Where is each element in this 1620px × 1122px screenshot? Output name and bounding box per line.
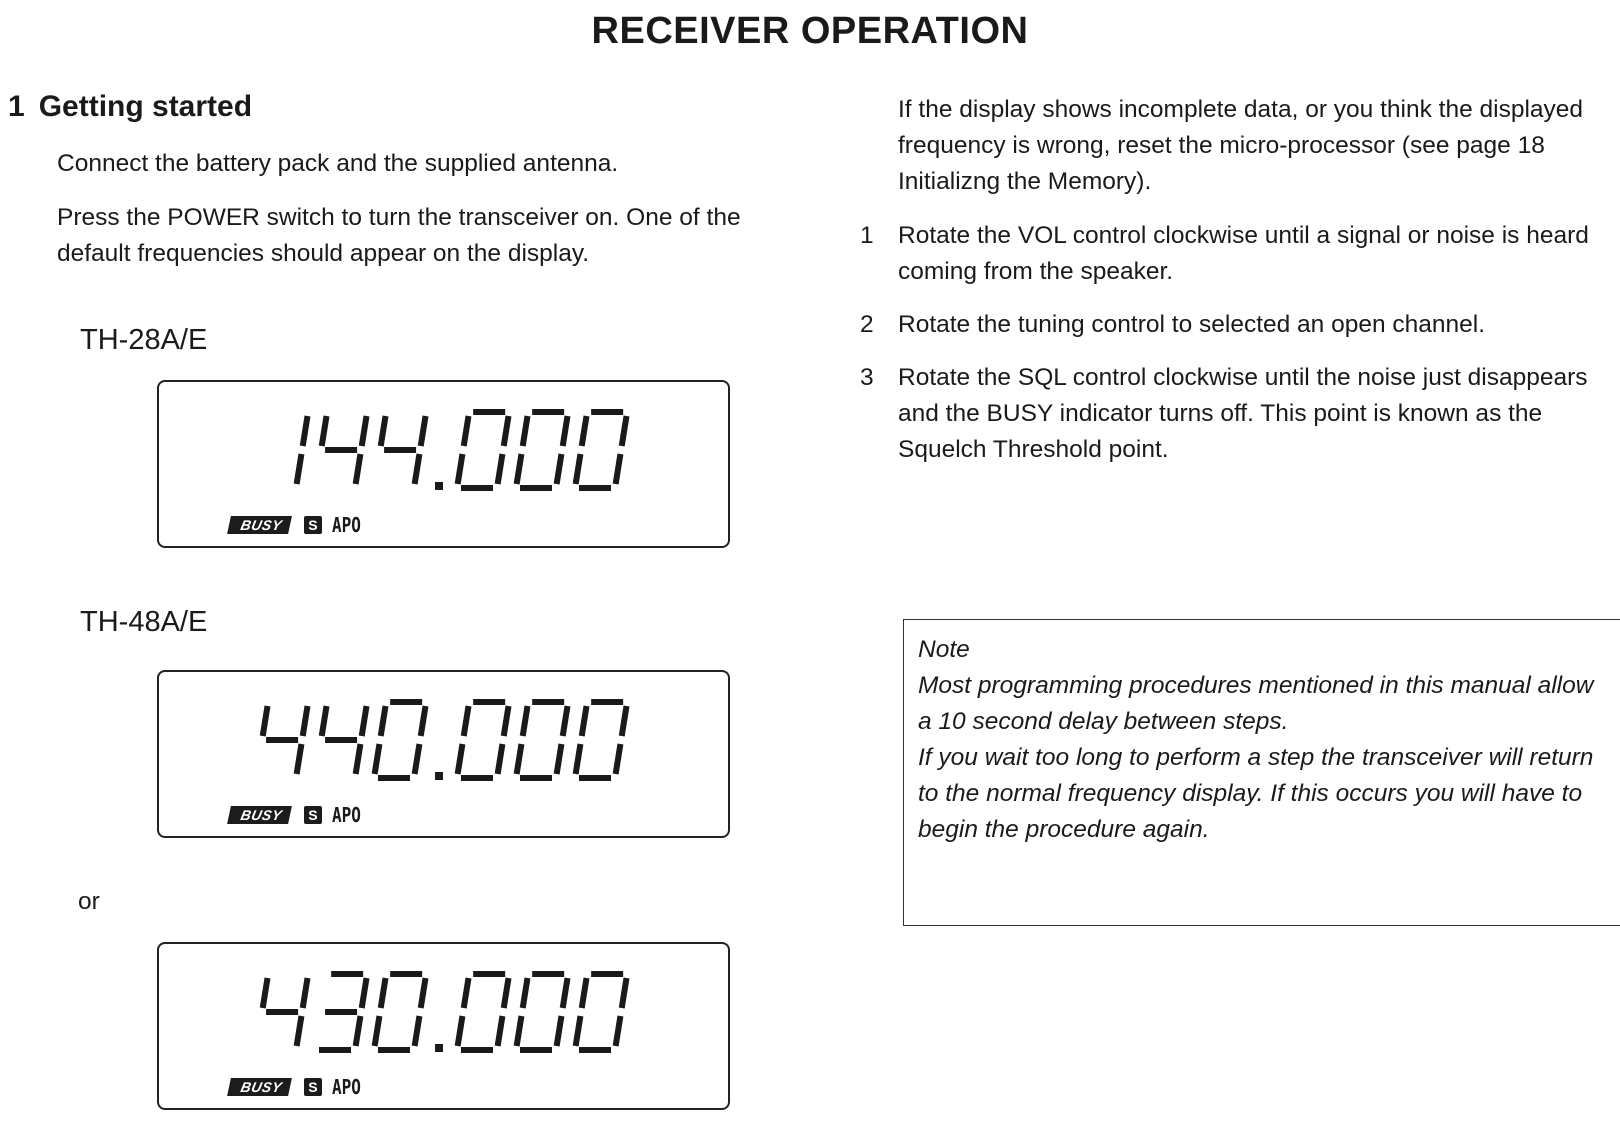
lcd-digit <box>297 416 308 484</box>
apo-indicator: APO <box>331 513 361 537</box>
note-text-delay: Most programming procedures mentioned in this manual allow a 10 second delay between steps. <box>918 672 1594 735</box>
lcd-digit <box>322 416 367 484</box>
lcd-digit <box>322 706 367 774</box>
lcd-decimal-point <box>435 482 443 490</box>
note-box <box>903 619 1620 926</box>
apo-indicator: APO <box>331 1075 361 1099</box>
model-label-th28: TH-28A/E <box>80 324 208 356</box>
lcd-digit <box>263 706 308 774</box>
reset-instruction: If the display shows incomplete data, or you think the displayed frequency is wrong, reset the micro-processor (see page 18 Initializng the Memory). <box>898 96 1584 195</box>
step-number: 3 <box>860 364 874 391</box>
lcd-digit <box>517 974 568 1050</box>
step-text: Rotate the SQL control clockwise until the noise just disappears and the BUSY indicator turns off. This point is known as the Squelch Threshold point. <box>898 364 1588 463</box>
busy-indicator: BUSY <box>227 806 292 824</box>
note-text-timeout: If you wait too long to perform a step the transceiver will return to the normal frequency display. If this occurs you will have to begin the procedure again. <box>918 744 1594 843</box>
step-item <box>860 360 1620 468</box>
step-item <box>860 218 1620 290</box>
s-indicator: S <box>304 1078 322 1096</box>
or-label: or <box>78 888 100 915</box>
section-title: Getting started <box>38 90 253 123</box>
lcd-digit <box>263 978 308 1046</box>
step-text: Rotate the tuning control to selected an open channel. <box>898 311 1486 338</box>
step-number: 1 <box>860 222 874 249</box>
busy-indicator: BUSY <box>227 516 292 534</box>
s-indicator: S <box>304 806 322 824</box>
step-number: 2 <box>860 311 874 338</box>
lcd-digit <box>458 412 509 488</box>
s-indicator: S <box>304 516 322 534</box>
lcd-digit <box>517 702 568 778</box>
lcd-decimal-point <box>435 772 443 780</box>
step-text: Rotate the VOL control clockwise until a signal or noise is heard coming from the speaker. <box>898 222 1589 285</box>
lcd-display-th48-440 <box>157 670 730 838</box>
lcd-digit <box>319 974 367 1050</box>
lcd-digit <box>375 702 426 778</box>
lcd-digit <box>517 412 568 488</box>
step-item <box>860 307 1620 343</box>
instruction-connect: Connect the battery pack and the supplied antenna. <box>57 150 619 177</box>
lcd-indicators <box>229 514 368 536</box>
lcd-decimal-point <box>435 1044 443 1052</box>
model-label-th48: TH-48A/E <box>80 606 208 638</box>
lcd-digit <box>576 412 627 488</box>
lcd-indicators <box>229 804 368 826</box>
lcd-digit <box>381 416 426 484</box>
section-heading <box>8 90 252 124</box>
lcd-display-th28 <box>157 380 730 548</box>
note-title: Note <box>918 636 970 663</box>
apo-indicator: APO <box>331 803 361 827</box>
lcd-digit <box>576 974 627 1050</box>
step-list <box>860 218 1620 485</box>
lcd-display-th48-430 <box>157 942 730 1110</box>
lcd-digit <box>576 702 627 778</box>
lcd-indicators <box>229 1076 368 1098</box>
instruction-power: Press the POWER switch to turn the transceiver on. One of the default frequencies should appear on the display. <box>57 204 741 267</box>
lcd-digit <box>458 974 509 1050</box>
section-number: 1 <box>8 90 25 123</box>
busy-indicator: BUSY <box>227 1078 292 1096</box>
lcd-digit <box>375 974 426 1050</box>
page-title: RECEIVER OPERATION <box>591 10 1029 52</box>
lcd-digit <box>458 702 509 778</box>
